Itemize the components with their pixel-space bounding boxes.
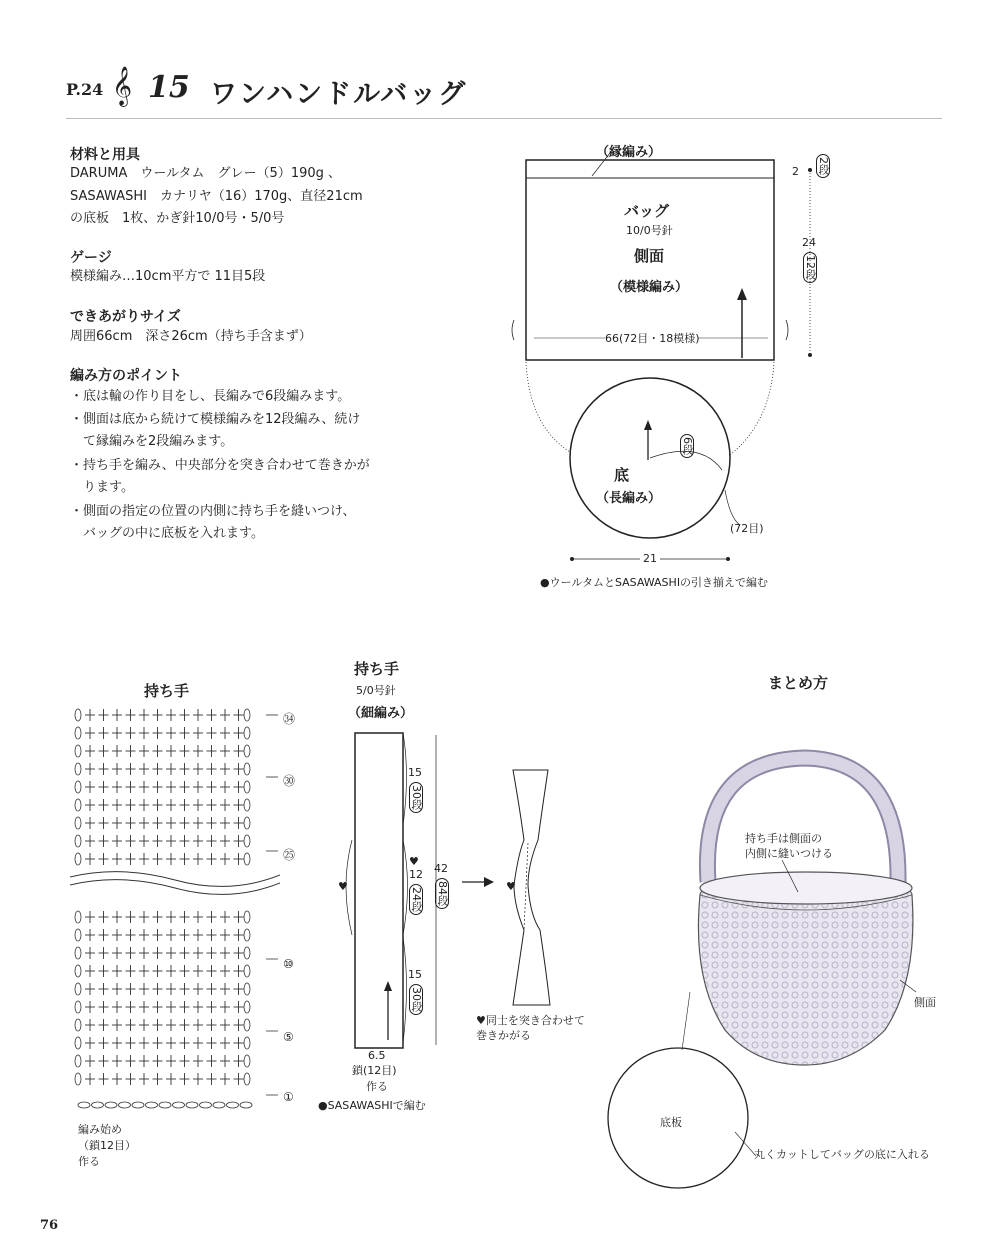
bottom-rows: 6段 (680, 434, 694, 458)
assembly-title: まとめ方 (768, 674, 829, 692)
point-item: ・底は輪の作り目をし、長編みで6段編みます。 (70, 389, 351, 404)
assembly-illustration (600, 720, 940, 1190)
bottom-label: 底 (614, 466, 630, 484)
page-number: 76 (40, 1218, 59, 1233)
side-width: 66(72目・18模様) (605, 332, 700, 345)
handle-title: 持ち手 (354, 660, 400, 678)
handle-yarn-note: ●SASAWASHIで編む (318, 1099, 426, 1112)
bag-yarn-note: ●ウールタムとSASAWASHIの引き揃えで編む (540, 576, 769, 589)
handle-mid-cm: 12 (409, 868, 423, 881)
point-item: ・持ち手を編み、中央部分を突き合わせて巻きかが (70, 458, 370, 473)
join-note-1: ♥同士を突き合わせて (476, 1014, 585, 1027)
twisted-heart: ♥ (506, 880, 516, 893)
materials-heading: 材料と用具 (70, 147, 140, 163)
edge-cm: 2 (792, 165, 799, 178)
start-note-1: 編み始め (78, 1123, 122, 1136)
pattern-number: 15 (148, 70, 190, 105)
handle-bot-cm: 15 (408, 968, 422, 981)
bag-needle: 10/0号針 (626, 224, 673, 237)
materials-line-1: DARUMA ウールタム グレー（5）190g 、 (70, 166, 342, 181)
header-rule (66, 118, 942, 119)
clef-ornament-icon: 𝄞 (112, 66, 133, 106)
handle-heart: ♥ (409, 855, 419, 868)
side-label: 側面 (634, 247, 665, 265)
start-note-2: （鎖12目） (78, 1139, 136, 1152)
handle-top-cm: 15 (408, 766, 422, 779)
point-item: ・側面は底から続けて模様編みを12段編み、続け (70, 412, 361, 427)
handle-chain: 鎖(12目) (352, 1064, 397, 1077)
point-item: ・側面の指定の位置の内側に持ち手を縫いつけ、 (70, 504, 356, 519)
size-heading: できあがりサイズ (70, 309, 181, 325)
assembly-side-label: 側面 (914, 996, 936, 1009)
board-note: 丸くカットしてバッグの底に入れる (754, 1148, 930, 1161)
handle-chart-title: 持ち手 (144, 682, 190, 700)
points-heading: 編み方のポイント (70, 368, 182, 384)
point-item: て縁編みを2段編みます。 (70, 434, 234, 449)
height-cm: 24 (802, 236, 816, 249)
bottom-stitch: （長編み） (596, 491, 662, 506)
handle-schematic (330, 725, 600, 1055)
board-label: 底板 (660, 1116, 682, 1129)
row-label: ① (283, 1090, 294, 1104)
handle-needle: 5/0号針 (356, 684, 396, 697)
start-note-3: 作る (78, 1155, 100, 1168)
materials-line-2: SASAWASHI カナリヤ（16）170g、直径21cm (70, 189, 363, 204)
edge-label: （縁編み） (596, 145, 662, 160)
row-label: ㉞ (283, 712, 296, 726)
bottom-diameter: 21 (643, 552, 657, 565)
handle-bot-rows: 30段 (409, 984, 423, 1015)
handle-attach-note-1: 持ち手は側面の (745, 832, 822, 845)
row-label: ⑤ (283, 1030, 294, 1044)
page-title: ワンハンドルバッグ (210, 79, 468, 110)
handle-strip (355, 733, 403, 1048)
point-item: ります。 (70, 480, 134, 495)
page-reference: P.24 (66, 80, 104, 99)
edge-rows: 2段 (816, 154, 830, 178)
join-note-2: 巻きかがる (476, 1029, 531, 1042)
gauge-heading: ゲージ (70, 250, 112, 266)
handle-attach-note-2: 内側に縫いつける (745, 847, 833, 860)
point-item: バッグの中に底板を入れます。 (70, 526, 264, 541)
handle-heart-left: ♥ (338, 880, 348, 893)
handle-total-rows: 84段 (435, 878, 449, 909)
size-line: 周囲66cm 深さ26cm（持ち手含まず） (70, 329, 312, 344)
handle-width-cm: 6.5 (368, 1049, 386, 1062)
handle-stitch-chart (70, 705, 280, 1115)
handle-total-cm: 42 (434, 862, 448, 875)
row-label: ㉚ (283, 774, 296, 788)
bottom-stitches: (72目) (730, 522, 764, 535)
bag-name: バッグ (624, 202, 670, 220)
row-label: ⑩ (283, 957, 294, 971)
side-stitch: （模様編み） (610, 280, 689, 295)
row-label: ㉕ (283, 848, 296, 862)
handle-stitch: （細編み） (348, 706, 414, 721)
materials-line-3: の底板 1枚、かぎ針10/0号・5/0号 (70, 211, 285, 226)
handle-mid-rows: 24段 (409, 884, 423, 915)
handle-make: 作る (366, 1080, 388, 1093)
handle-top-rows: 30段 (409, 782, 423, 813)
height-rows: 12段 (803, 252, 817, 283)
gauge-line: 模様編み…10cm平方で 11目5段 (70, 269, 266, 284)
